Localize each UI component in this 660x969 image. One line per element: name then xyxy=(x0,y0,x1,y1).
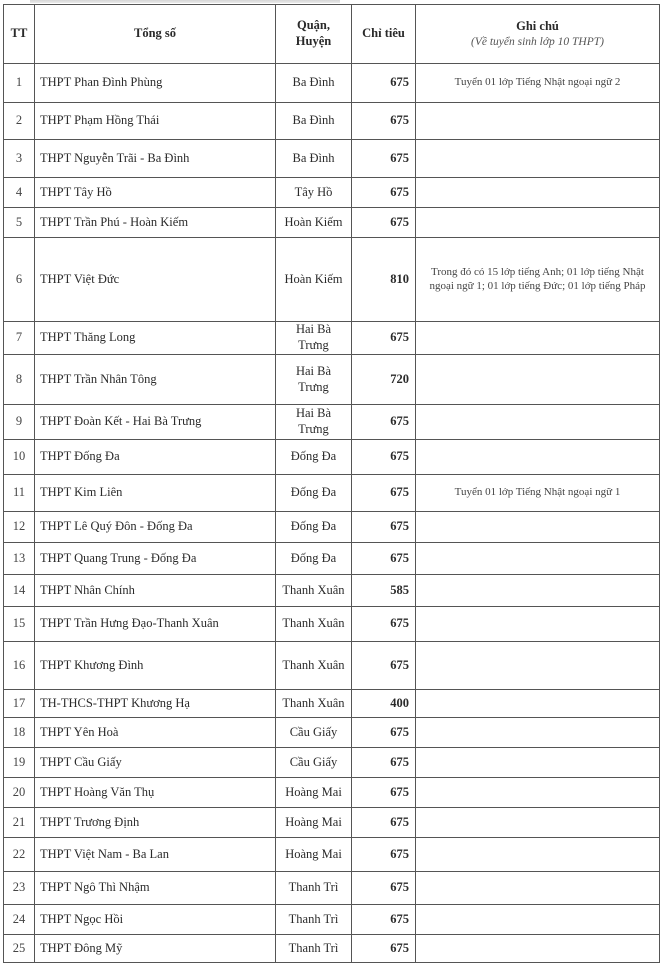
school-name-cell: THPT Trần Nhân Tông xyxy=(35,355,276,405)
district-cell: Tây Hồ xyxy=(276,178,352,208)
note-cell xyxy=(416,543,660,575)
district-cell: Thanh Trì xyxy=(276,935,352,963)
table-row xyxy=(4,872,660,905)
table-row xyxy=(4,543,660,575)
note-cell xyxy=(416,575,660,607)
note-cell xyxy=(416,808,660,838)
note-cell xyxy=(416,178,660,208)
quota-cell: 675 xyxy=(352,140,416,178)
district-cell: Hoàng Mai xyxy=(276,808,352,838)
quota-cell: 675 xyxy=(352,512,416,543)
district-cell: Ba Đình xyxy=(276,140,352,178)
quota-cell: 675 xyxy=(352,64,416,103)
table-row xyxy=(4,103,660,140)
school-name-cell: THPT Phạm Hồng Thái xyxy=(35,103,276,140)
table-row xyxy=(4,440,660,475)
school-name-cell: THPT Trương Định xyxy=(35,808,276,838)
row-number-cell: 11 xyxy=(4,475,35,512)
note-cell xyxy=(416,355,660,405)
quota-cell: 675 xyxy=(352,838,416,872)
row-number-cell: 14 xyxy=(4,575,35,607)
district-cell: Đống Đa xyxy=(276,512,352,543)
district-cell: Cầu Giấy xyxy=(276,748,352,778)
school-name-cell: THPT Cầu Giấy xyxy=(35,748,276,778)
quota-cell: 675 xyxy=(352,778,416,808)
school-name-cell: THPT Ngọc Hồi xyxy=(35,905,276,935)
note-cell xyxy=(416,208,660,238)
row-number-cell: 13 xyxy=(4,543,35,575)
quota-cell: 675 xyxy=(352,178,416,208)
school-name-cell: THPT Trần Hưng Đạo-Thanh Xuân xyxy=(35,607,276,642)
district-cell: Hoàng Mai xyxy=(276,838,352,872)
row-number-cell: 24 xyxy=(4,905,35,935)
school-name-cell: THPT Thăng Long xyxy=(35,322,276,355)
note-cell xyxy=(416,607,660,642)
row-number-cell: 2 xyxy=(4,103,35,140)
note-cell xyxy=(416,103,660,140)
quota-cell: 675 xyxy=(352,543,416,575)
note-cell xyxy=(416,642,660,690)
row-number-cell: 8 xyxy=(4,355,35,405)
school-name-cell: THPT Ngô Thì Nhậm xyxy=(35,872,276,905)
district-cell: Ba Đình xyxy=(276,103,352,140)
quota-cell: 675 xyxy=(352,440,416,475)
quota-cell: 675 xyxy=(352,405,416,440)
school-name-cell: THPT Đống Đa xyxy=(35,440,276,475)
table-row xyxy=(4,140,660,178)
quota-cell: 675 xyxy=(352,748,416,778)
table-row xyxy=(4,355,660,405)
quota-cell: 675 xyxy=(352,905,416,935)
table-row xyxy=(4,748,660,778)
table-row xyxy=(4,512,660,543)
school-name-cell: THPT Kim Liên xyxy=(35,475,276,512)
row-number-cell: 3 xyxy=(4,140,35,178)
row-number-cell: 18 xyxy=(4,718,35,748)
header-quota: Chỉ tiêu xyxy=(352,5,416,64)
row-number-cell: 25 xyxy=(4,935,35,963)
table-row xyxy=(4,607,660,642)
quota-cell: 675 xyxy=(352,642,416,690)
quota-cell: 675 xyxy=(352,718,416,748)
cropped-text-line xyxy=(30,0,340,3)
row-number-cell: 5 xyxy=(4,208,35,238)
row-number-cell: 17 xyxy=(4,690,35,718)
quota-cell: 675 xyxy=(352,208,416,238)
table-row xyxy=(4,642,660,690)
district-cell: Hai Bà Trưng xyxy=(276,405,352,440)
quota-cell: 675 xyxy=(352,872,416,905)
district-cell: Đống Đa xyxy=(276,543,352,575)
quota-cell: 585 xyxy=(352,575,416,607)
header-note xyxy=(416,5,660,64)
note-cell: Tuyển 01 lớp Tiếng Nhật ngoại ngữ 2 xyxy=(416,64,660,103)
district-cell: Hoàn Kiếm xyxy=(276,208,352,238)
table-row xyxy=(4,64,660,103)
school-name-cell: THPT Trần Phú - Hoàn Kiếm xyxy=(35,208,276,238)
note-cell xyxy=(416,140,660,178)
district-cell: Ba Đình xyxy=(276,64,352,103)
table-row xyxy=(4,208,660,238)
district-cell: Thanh Xuân xyxy=(276,690,352,718)
district-cell: Đống Đa xyxy=(276,475,352,512)
quota-cell: 675 xyxy=(352,935,416,963)
school-name-cell: TH-THCS-THPT Khương Hạ xyxy=(35,690,276,718)
note-cell xyxy=(416,718,660,748)
note-cell: Trong đó có 15 lớp tiếng Anh; 01 lớp tiếng Nhật ngoại ngữ 1; 01 lớp tiếng Đức; 01 lớp tiếng Pháp xyxy=(416,238,660,322)
school-name-cell: THPT Hoàng Văn Thụ xyxy=(35,778,276,808)
note-cell xyxy=(416,872,660,905)
quota-cell: 400 xyxy=(352,690,416,718)
table-row xyxy=(4,935,660,963)
note-cell xyxy=(416,838,660,872)
note-cell xyxy=(416,748,660,778)
row-number-cell: 10 xyxy=(4,440,35,475)
district-cell: Hoàn Kiếm xyxy=(276,238,352,322)
table-row xyxy=(4,178,660,208)
note-cell xyxy=(416,935,660,963)
school-name-cell: THPT Lê Quý Đôn - Đống Đa xyxy=(35,512,276,543)
school-name-cell: THPT Nhân Chính xyxy=(35,575,276,607)
note-cell xyxy=(416,905,660,935)
row-number-cell: 22 xyxy=(4,838,35,872)
row-number-cell: 6 xyxy=(4,238,35,322)
quota-cell: 675 xyxy=(352,103,416,140)
row-number-cell: 7 xyxy=(4,322,35,355)
district-cell: Hoàng Mai xyxy=(276,778,352,808)
quota-cell: 675 xyxy=(352,808,416,838)
table-row xyxy=(4,238,660,322)
table-row xyxy=(4,718,660,748)
school-name-cell: THPT Khương Đình xyxy=(35,642,276,690)
district-cell: Thanh Xuân xyxy=(276,607,352,642)
table-row xyxy=(4,778,660,808)
header-note-title: Ghi chú xyxy=(516,19,559,33)
table-row xyxy=(4,575,660,607)
school-name-cell: THPT Nguyễn Trãi - Ba Đình xyxy=(35,140,276,178)
school-name-cell: THPT Quang Trung - Đống Đa xyxy=(35,543,276,575)
school-name-cell: THPT Đông Mỹ xyxy=(35,935,276,963)
row-number-cell: 12 xyxy=(4,512,35,543)
header-district: Quận, Huyện xyxy=(276,5,352,64)
table-row xyxy=(4,322,660,355)
district-cell: Thanh Xuân xyxy=(276,575,352,607)
note-cell xyxy=(416,322,660,355)
quota-cell: 675 xyxy=(352,322,416,355)
district-cell: Cầu Giấy xyxy=(276,718,352,748)
row-number-cell: 4 xyxy=(4,178,35,208)
table-row xyxy=(4,838,660,872)
district-cell: Hai Bà Trưng xyxy=(276,322,352,355)
row-number-cell: 1 xyxy=(4,64,35,103)
district-cell: Hai Bà Trưng xyxy=(276,355,352,405)
header-name: Tổng số xyxy=(35,5,276,64)
row-number-cell: 16 xyxy=(4,642,35,690)
note-cell xyxy=(416,690,660,718)
school-name-cell: THPT Việt Nam - Ba Lan xyxy=(35,838,276,872)
school-name-cell: THPT Tây Hồ xyxy=(35,178,276,208)
table-row xyxy=(4,475,660,512)
row-number-cell: 21 xyxy=(4,808,35,838)
row-number-cell: 20 xyxy=(4,778,35,808)
table-row xyxy=(4,690,660,718)
school-name-cell: THPT Phan Đình Phùng xyxy=(35,64,276,103)
quota-cell: 675 xyxy=(352,607,416,642)
row-number-cell: 15 xyxy=(4,607,35,642)
table-row xyxy=(4,905,660,935)
school-name-cell: THPT Yên Hoà xyxy=(35,718,276,748)
quota-cell: 675 xyxy=(352,475,416,512)
district-cell: Thanh Trì xyxy=(276,905,352,935)
school-name-cell: THPT Đoàn Kết - Hai Bà Trưng xyxy=(35,405,276,440)
district-cell: Thanh Trì xyxy=(276,872,352,905)
note-cell xyxy=(416,512,660,543)
header-tt: TT xyxy=(4,5,35,64)
school-quota-table xyxy=(3,4,660,963)
quota-cell: 810 xyxy=(352,238,416,322)
district-cell: Đống Đa xyxy=(276,440,352,475)
row-number-cell: 19 xyxy=(4,748,35,778)
note-cell xyxy=(416,778,660,808)
note-cell xyxy=(416,440,660,475)
note-cell xyxy=(416,405,660,440)
district-cell: Thanh Xuân xyxy=(276,642,352,690)
school-name-cell: THPT Việt Đức xyxy=(35,238,276,322)
note-cell: Tuyển 01 lớp Tiếng Nhật ngoại ngữ 1 xyxy=(416,475,660,512)
header-note-subtitle: (Về tuyển sinh lớp 10 THPT) xyxy=(471,35,604,48)
quota-cell: 720 xyxy=(352,355,416,405)
header-row xyxy=(4,5,660,64)
row-number-cell: 23 xyxy=(4,872,35,905)
table-row xyxy=(4,808,660,838)
table-row xyxy=(4,405,660,440)
row-number-cell: 9 xyxy=(4,405,35,440)
